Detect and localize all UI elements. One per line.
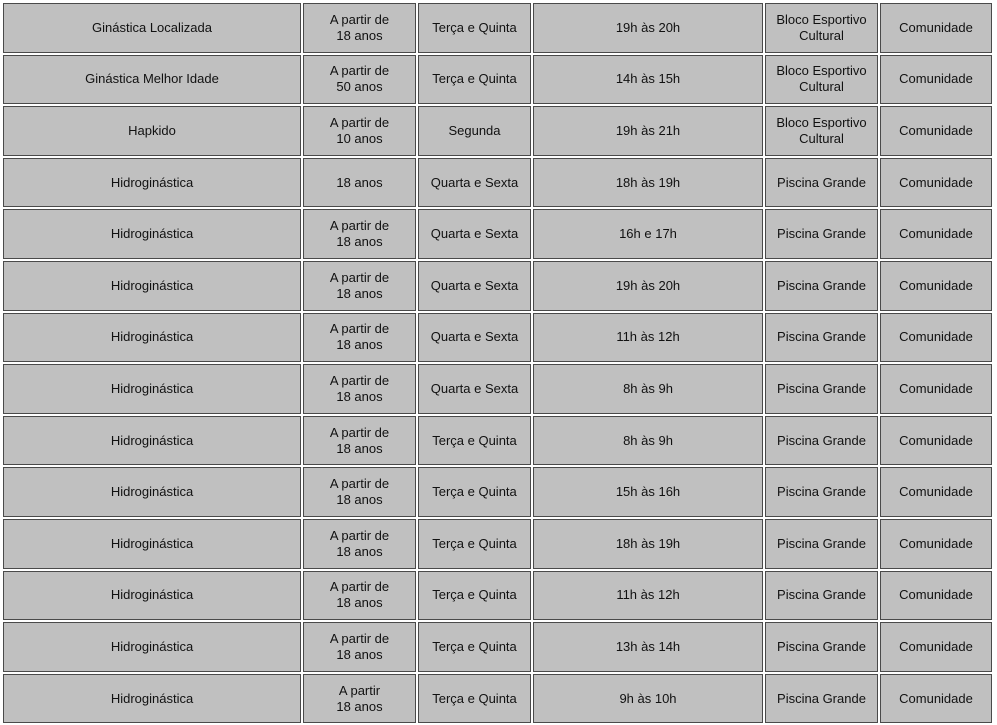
place-cell: Piscina Grande bbox=[765, 209, 878, 259]
table-body bbox=[3, 3, 992, 723]
place-cell: Piscina Grande bbox=[765, 364, 878, 414]
days-cell: Quarta e Sexta bbox=[418, 364, 531, 414]
place-cell: Piscina Grande bbox=[765, 313, 878, 363]
days-cell: Terça e Quinta bbox=[418, 55, 531, 105]
table-row bbox=[3, 209, 992, 259]
age-cell: A partir de 18 anos bbox=[303, 622, 416, 672]
time-cell: 8h às 9h bbox=[533, 416, 763, 466]
audience-cell: Comunidade bbox=[880, 55, 992, 105]
age-cell: A partir de 18 anos bbox=[303, 261, 416, 311]
place-cell: Piscina Grande bbox=[765, 467, 878, 517]
activity-cell: Hapkido bbox=[3, 106, 301, 156]
age-cell: A partir de 10 anos bbox=[303, 106, 416, 156]
age-cell: A partir de 18 anos bbox=[303, 519, 416, 569]
audience-cell: Comunidade bbox=[880, 622, 992, 672]
time-cell: 13h às 14h bbox=[533, 622, 763, 672]
activity-cell: Hidroginástica bbox=[3, 416, 301, 466]
audience-cell: Comunidade bbox=[880, 209, 992, 259]
table-row bbox=[3, 106, 992, 156]
time-cell: 8h às 9h bbox=[533, 364, 763, 414]
table-row bbox=[3, 261, 992, 311]
place-cell: Piscina Grande bbox=[765, 571, 878, 621]
audience-cell: Comunidade bbox=[880, 364, 992, 414]
time-cell: 11h às 12h bbox=[533, 571, 763, 621]
days-cell: Terça e Quinta bbox=[418, 674, 531, 724]
place-cell: Piscina Grande bbox=[765, 674, 878, 724]
days-cell: Terça e Quinta bbox=[418, 622, 531, 672]
activity-cell: Hidroginástica bbox=[3, 622, 301, 672]
age-cell: A partir de 18 anos bbox=[303, 571, 416, 621]
table-row bbox=[3, 3, 992, 53]
audience-cell: Comunidade bbox=[880, 467, 992, 517]
activity-cell: Hidroginástica bbox=[3, 209, 301, 259]
age-cell: A partir de 18 anos bbox=[303, 364, 416, 414]
activity-cell: Hidroginástica bbox=[3, 364, 301, 414]
place-cell: Piscina Grande bbox=[765, 519, 878, 569]
place-cell: Piscina Grande bbox=[765, 158, 878, 208]
activity-cell: Hidroginástica bbox=[3, 467, 301, 517]
audience-cell: Comunidade bbox=[880, 261, 992, 311]
time-cell: 19h às 21h bbox=[533, 106, 763, 156]
audience-cell: Comunidade bbox=[880, 3, 992, 53]
activity-cell: Hidroginástica bbox=[3, 158, 301, 208]
audience-cell: Comunidade bbox=[880, 313, 992, 363]
audience-cell: Comunidade bbox=[880, 158, 992, 208]
days-cell: Terça e Quinta bbox=[418, 467, 531, 517]
audience-cell: Comunidade bbox=[880, 106, 992, 156]
place-cell: Piscina Grande bbox=[765, 261, 878, 311]
age-cell: A partir de 18 anos bbox=[303, 313, 416, 363]
time-cell: 18h às 19h bbox=[533, 158, 763, 208]
time-cell: 19h às 20h bbox=[533, 261, 763, 311]
activity-cell: Ginástica Localizada bbox=[3, 3, 301, 53]
table-row bbox=[3, 622, 992, 672]
audience-cell: Comunidade bbox=[880, 674, 992, 724]
time-cell: 9h às 10h bbox=[533, 674, 763, 724]
place-cell: Bloco Esportivo Cultural bbox=[765, 55, 878, 105]
days-cell: Quarta e Sexta bbox=[418, 209, 531, 259]
age-cell: A partir de 18 anos bbox=[303, 3, 416, 53]
audience-cell: Comunidade bbox=[880, 571, 992, 621]
place-cell: Piscina Grande bbox=[765, 622, 878, 672]
audience-cell: Comunidade bbox=[880, 416, 992, 466]
age-cell: A partir 18 anos bbox=[303, 674, 416, 724]
time-cell: 14h às 15h bbox=[533, 55, 763, 105]
activity-cell: Hidroginástica bbox=[3, 313, 301, 363]
table-row bbox=[3, 158, 992, 208]
time-cell: 19h às 20h bbox=[533, 3, 763, 53]
days-cell: Quarta e Sexta bbox=[418, 158, 531, 208]
age-cell: A partir de 18 anos bbox=[303, 209, 416, 259]
time-cell: 11h às 12h bbox=[533, 313, 763, 363]
days-cell: Quarta e Sexta bbox=[418, 261, 531, 311]
time-cell: 18h às 19h bbox=[533, 519, 763, 569]
activity-cell: Hidroginástica bbox=[3, 519, 301, 569]
activity-cell: Hidroginástica bbox=[3, 571, 301, 621]
days-cell: Terça e Quinta bbox=[418, 3, 531, 53]
table-row bbox=[3, 467, 992, 517]
age-cell: A partir de 18 anos bbox=[303, 467, 416, 517]
days-cell: Terça e Quinta bbox=[418, 571, 531, 621]
days-cell: Quarta e Sexta bbox=[418, 313, 531, 363]
activity-cell: Ginástica Melhor Idade bbox=[3, 55, 301, 105]
table-row bbox=[3, 55, 992, 105]
table-row bbox=[3, 519, 992, 569]
activities-table bbox=[1, 1, 994, 725]
age-cell: A partir de 18 anos bbox=[303, 416, 416, 466]
place-cell: Bloco Esportivo Cultural bbox=[765, 3, 878, 53]
age-cell: 18 anos bbox=[303, 158, 416, 208]
age-cell: A partir de 50 anos bbox=[303, 55, 416, 105]
audience-cell: Comunidade bbox=[880, 519, 992, 569]
table-row bbox=[3, 364, 992, 414]
table-row bbox=[3, 313, 992, 363]
time-cell: 15h às 16h bbox=[533, 467, 763, 517]
days-cell: Terça e Quinta bbox=[418, 416, 531, 466]
days-cell: Segunda bbox=[418, 106, 531, 156]
activity-cell: Hidroginástica bbox=[3, 261, 301, 311]
place-cell: Bloco Esportivo Cultural bbox=[765, 106, 878, 156]
table-row bbox=[3, 674, 992, 724]
days-cell: Terça e Quinta bbox=[418, 519, 531, 569]
table-row bbox=[3, 571, 992, 621]
time-cell: 16h e 17h bbox=[533, 209, 763, 259]
table-row bbox=[3, 416, 992, 466]
activity-cell: Hidroginástica bbox=[3, 674, 301, 724]
place-cell: Piscina Grande bbox=[765, 416, 878, 466]
